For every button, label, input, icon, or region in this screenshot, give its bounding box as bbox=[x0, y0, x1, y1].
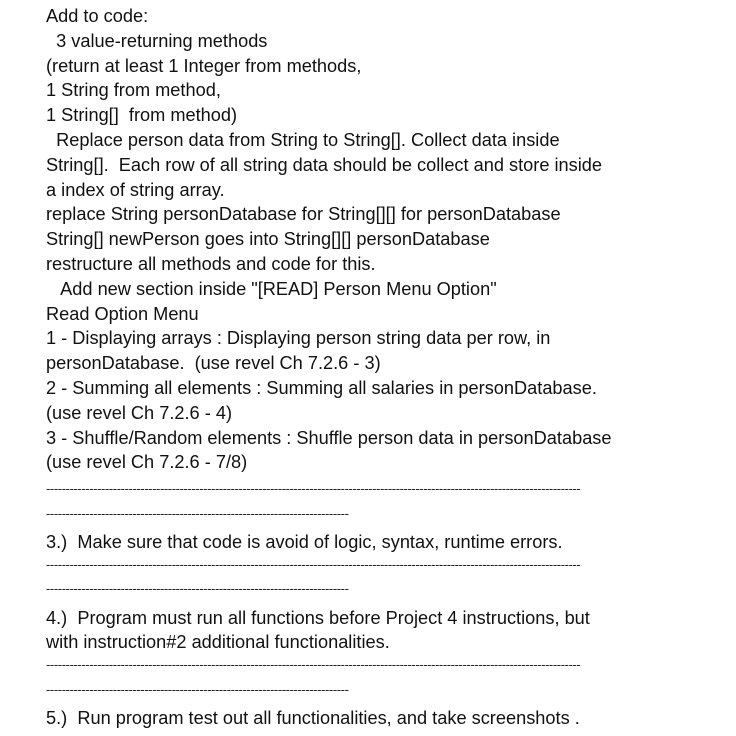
intro-line: 1 String from method, bbox=[46, 80, 221, 101]
intro-line: Read Option Menu bbox=[46, 303, 199, 324]
intro-line: 2 - Summing all elements : Summing all salaries in personDatabase. bbox=[46, 377, 597, 398]
intro-line: 1 - Displaying arrays : Displaying person string data per row, in bbox=[46, 328, 551, 349]
intro-line: (use revel Ch 7.2.6 - 4) bbox=[46, 402, 232, 423]
instruction-line: 5.) Run program test out all functionalities, and take screenshots . bbox=[46, 707, 580, 728]
intro-line: Replace person data from String to String[]. Collect data inside bbox=[46, 129, 560, 150]
instruction-line: 3.) Make sure that code is avoid of logic, syntax, runtime errors. bbox=[46, 531, 563, 552]
intro-line: String[] newPerson goes into String[][] personDatabase bbox=[46, 229, 490, 250]
intro-line: 1 String[] from method) bbox=[46, 105, 238, 126]
separator-short: ----------------------------------------------------------------------------- bbox=[46, 507, 349, 520]
intro-line: personDatabase. (use revel Ch 7.2.6 - 3) bbox=[46, 353, 381, 374]
separator-long: ---------------------------------------------------------------------------------------------------------------------------------------- bbox=[46, 483, 581, 496]
separator-short: ----------------------------------------------------------------------------- bbox=[46, 583, 349, 596]
instruction-item-5 bbox=[46, 706, 726, 731]
intro-line: 3 - Shuffle/Random elements : Shuffle person data in personDatabase bbox=[46, 427, 612, 448]
separator-short: ----------------------------------------------------------------------------- bbox=[46, 683, 349, 696]
intro-line: restructure all methods and code for this. bbox=[46, 253, 376, 274]
document-body bbox=[46, 4, 726, 731]
intro-line: 3 value-returning methods bbox=[46, 30, 268, 51]
separator-long: ---------------------------------------------------------------------------------------------------------------------------------------- bbox=[46, 558, 581, 572]
intro-section bbox=[46, 4, 726, 475]
intro-line: (return at least 1 Integer from methods, bbox=[46, 55, 362, 76]
intro-line: Add new section inside "[READ] Person Menu Option" bbox=[46, 278, 497, 299]
instruction-item-3 bbox=[46, 530, 726, 555]
intro-line: a index of string array. bbox=[46, 179, 225, 200]
intro-line: (use revel Ch 7.2.6 - 7/8) bbox=[46, 452, 248, 473]
intro-line: replace String personDatabase for String[][] for personDatabase bbox=[46, 204, 561, 225]
separator-long: ---------------------------------------------------------------------------------------------------------------------------------------- bbox=[46, 659, 581, 672]
instruction-line: with instruction#2 additional functionalities. bbox=[46, 632, 390, 653]
intro-line: Add to code: bbox=[46, 6, 149, 26]
instruction-item-4 bbox=[46, 606, 726, 656]
intro-line: String[]. Each row of all string data should be collect and store inside bbox=[46, 154, 603, 175]
instruction-line: 4.) Program must run all functions before Project 4 instructions, but bbox=[46, 607, 590, 628]
